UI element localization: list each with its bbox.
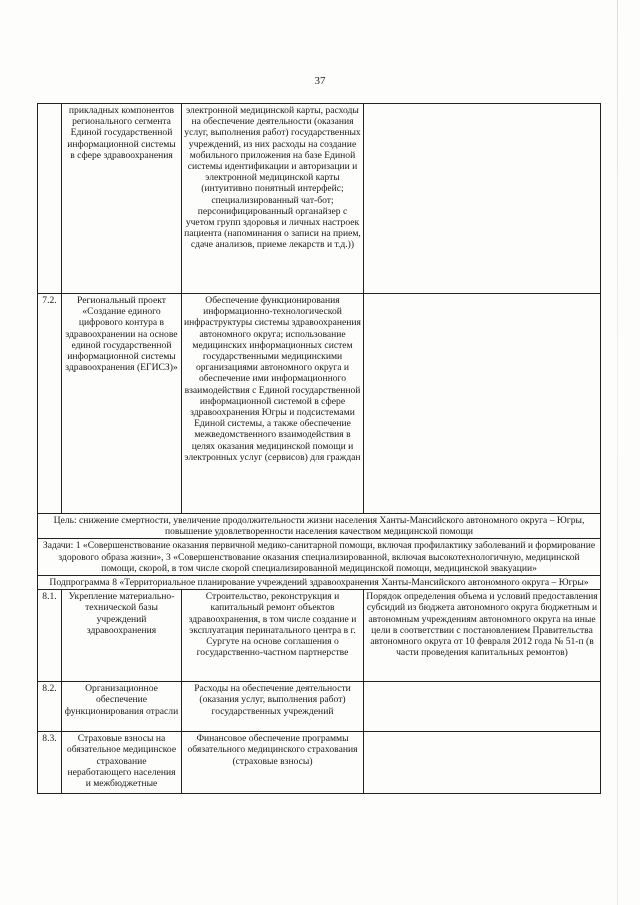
table-row [38, 732, 601, 794]
tasks-text: Задачи: 1 «Совершенствование оказания первичной медико-санитарной помощи, включая профилактику заболеваний и формирование здорового образа жизни», 3 «Совершенствование оказания специализированной, включая высокотехнологичную, медицинской помощи, скорой, в том числе скорой специализированной медицинской помощи, медицинской эвакуации» [38, 539, 601, 576]
measure-actions: Финансовое обеспечение программы обязательного медицинского страхования (страховые взносы) [182, 732, 364, 794]
row-number: 8.3. [38, 732, 62, 794]
scan-edge [617, 0, 618, 905]
table-row [38, 682, 601, 732]
subprogram-row [38, 576, 601, 590]
measure-name: Страховые взносы на обязательное медицинское страхование неработающего населения и межбюджетные [62, 732, 182, 794]
measure-name: прикладных компонентов регионального сегмента Единой государственной информационной системы в сфере здравоохранения [62, 104, 182, 294]
row-number: 8.2. [38, 682, 62, 732]
row-number [38, 104, 62, 294]
measure-order: Порядок определения объема и условий предоставления субсидий из бюджета автономного округа бюджетным и автономным учреждениям автономного округа на иные цели в соответствии с постановлением Правительства автономного округа от 10 февраля 2012 года № 51-п (в части проведения капитальных ремонтов) [364, 590, 601, 682]
subprogram-title: Подпрограмма 8 «Территориальное планирование учреждений здравоохранения Ханты-Мансийского автономного округа – Югры» [38, 576, 601, 590]
measure-order [364, 104, 601, 294]
table-row [38, 590, 601, 682]
page-number: 37 [314, 75, 326, 87]
measure-actions: Обеспечение функционирования информационно-технологической инфраструктуры системы здравоохранения автономного округа; использование медицинских информационных систем государственными медицинскими организациями автономного округа и обеспечение ими информационного взаимодействия с Единой государственной информационной системой в сфере здравоохранения Югры и подсистемами Единой системы, а также обеспечение межведомственного взаимодействия в целях оказания медицинской помощи и электронных услуг (сервисов) для граждан [182, 294, 364, 514]
measure-actions: электронной медицинской карты, расходы на обеспечение деятельности (оказания услуг, выполнения работ) государственных учреждений, из них расходы на создание мобильного приложения на базе Единой системы идентификации и авторизации и электронной медицинской карты (интуитивно понятный интерфейс; специализированный чат-бот; персонифицированный органайзер с учетом групп здоровья и личных настроек пациента (напоминания о записи на прием, сдаче анализов, приеме лекарств и т.д.)) [182, 104, 364, 294]
table-row [38, 104, 601, 294]
measure-name: Укрепление материально-технической базы учреждений здравоохранения [62, 590, 182, 682]
measure-order [364, 682, 601, 732]
row-number: 7.2. [38, 294, 62, 514]
goal-row [38, 514, 601, 539]
goal-text: Цель: снижение смертности, увеличение продолжительности жизни населения Ханты-Мансийского автономного округа – Югры, повышение удовлетворенности населения качеством медицинской помощи [38, 514, 601, 539]
row-number: 8.1. [38, 590, 62, 682]
measure-name: Региональный проект «Создание единого цифрового контура в здравоохранении на основе единой государственной информационной системы здравоохранения (ЕГИСЗ)» [62, 294, 182, 514]
tasks-row [38, 539, 601, 576]
table-row [38, 294, 601, 514]
measure-name: Организационное обеспечение функционирования отрасли [62, 682, 182, 732]
measure-order [364, 732, 601, 794]
program-table [37, 103, 601, 794]
measure-order [364, 294, 601, 514]
measure-actions: Строительство, реконструкция и капитальный ремонт объектов здравоохранения, в том числе создание и эксплуатация перинатального центра в г. Сургуте на основе соглашения о государственно-частном партнерстве [182, 590, 364, 682]
measure-actions: Расходы на обеспечение деятельности (оказания услуг, выполнения работ) государственных учреждений [182, 682, 364, 732]
